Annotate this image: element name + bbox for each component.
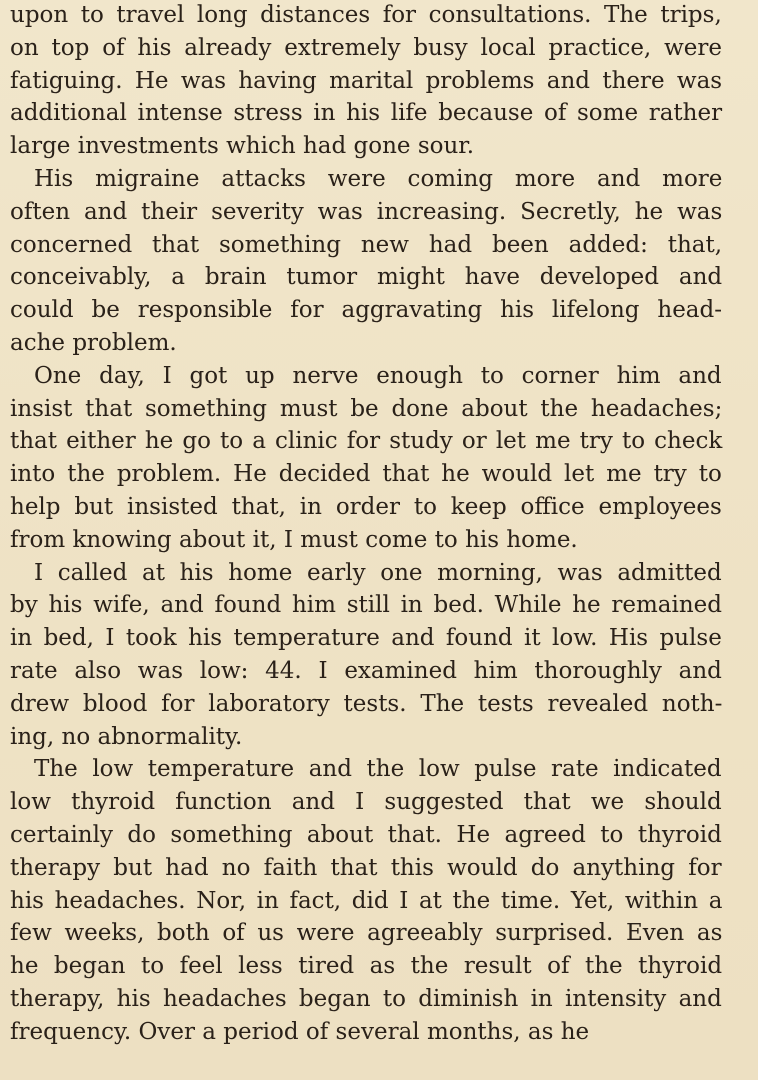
text-line: The low temperature and the low pulse rate indicated <box>34 756 722 783</box>
text-line: additional intense stress in his life because of some rather <box>10 100 723 127</box>
text-line: rate also was low: 44. I examined him thoroughly and <box>10 657 722 684</box>
text-line: certainly do something about that. He agreed to thyroid <box>10 821 722 848</box>
text-line: often and their severity was increasing. Secretly, he was <box>10 198 723 225</box>
text-line: therapy, his headaches began to diminish in intensity and <box>10 985 722 1012</box>
text-line: drew blood for laboratory tests. The tests revealed noth- <box>10 690 723 717</box>
text-line: by his wife, and found him still in bed. While he remained <box>10 592 723 619</box>
text-line: fatiguing. He was having marital problems and there was <box>10 67 723 94</box>
text-line: ing, no abnormality. <box>10 723 243 750</box>
text-line: large investments which had gone sour. <box>10 133 475 160</box>
text-line: concerned that something new had been added: that, <box>10 231 723 258</box>
text-line: ache problem. <box>10 329 177 356</box>
text-line: few weeks, both of us were agreeably surprised. Even as <box>10 920 723 947</box>
text-line: help but insisted that, in order to keep office employees <box>10 493 722 520</box>
paragraph-4 <box>10 557 722 754</box>
text-line: insist that something must be done about the headaches; <box>10 395 723 422</box>
text-line: conceivably, a brain tumor might have developed and <box>10 264 723 291</box>
text-line: his headaches. Nor, in fact, did I at the time. Yet, within a <box>10 887 723 914</box>
body-text <box>10 0 722 1049</box>
text-line: One day, I got up nerve enough to corner him and <box>34 362 722 389</box>
text-line: he began to feel less tired as the result of the thyroid <box>10 953 723 980</box>
paragraph-5 <box>10 753 722 1048</box>
text-line: therapy but had no faith that this would do anything for <box>10 854 722 881</box>
text-line: from knowing about it, I must come to his home. <box>10 526 578 553</box>
text-line: that either he go to a clinic for study or let me try to check <box>10 428 723 455</box>
text-line: low thyroid function and I suggested that we should <box>10 789 722 816</box>
paragraph-3 <box>10 360 722 557</box>
paragraph-1 <box>10 0 722 163</box>
paragraph-2 <box>10 163 722 360</box>
text-line: in bed, I took his temperature and found it low. His pulse <box>10 625 722 652</box>
text-line: I called at his home early one morning, was admitted <box>34 559 722 586</box>
text-line: frequency. Over a period of several months, as he <box>10 1018 590 1045</box>
text-line: into the problem. He decided that he would let me try to <box>10 461 722 488</box>
text-line: on top of his already extremely busy local practice, were <box>10 34 723 61</box>
text-line: upon to travel long distances for consultations. The trips, <box>10 2 722 28</box>
text-line: could be responsible for aggravating his lifelong head- <box>10 297 723 324</box>
text-line: His migraine attacks were coming more and more <box>34 165 723 192</box>
